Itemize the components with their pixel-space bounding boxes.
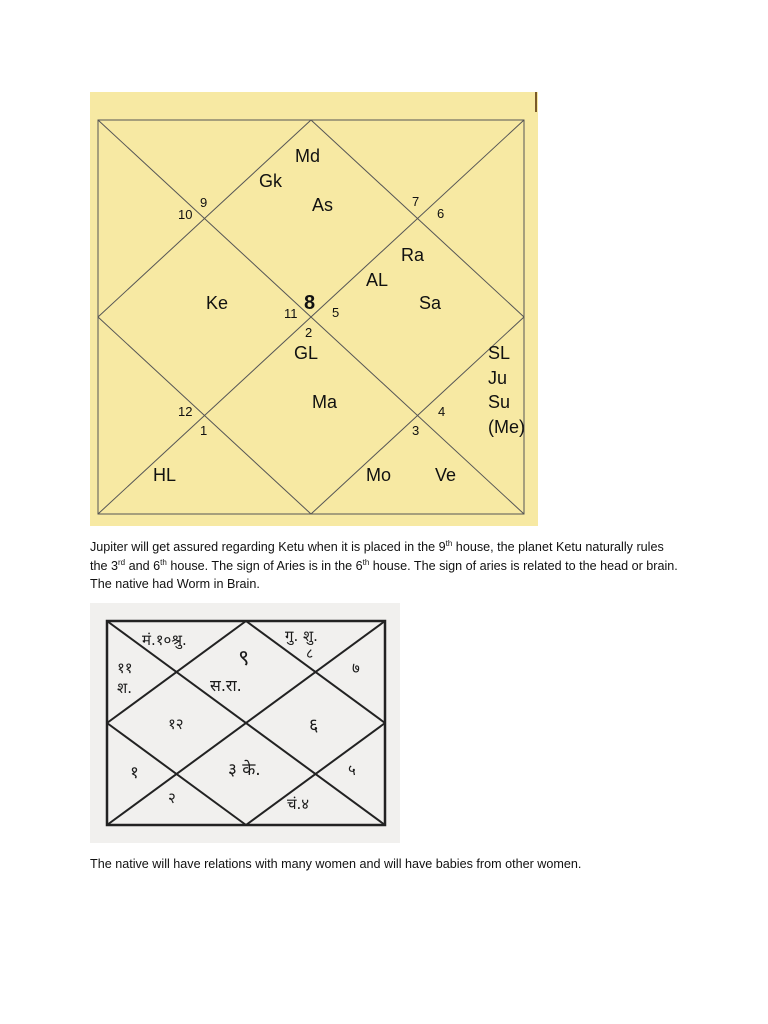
paragraph-1-part-2: house, the planet Ketu naturally rules the 3 [90,540,664,573]
planet-sl: SL [488,343,511,363]
planet-hl: HL [153,465,177,485]
house-number-10: 10 [178,207,193,222]
house-number-5: 5 [332,305,340,320]
house-number-3: 3 [412,423,420,438]
planet-ju: Ju [488,368,508,388]
chart-2-left-upper-b: श. [117,679,132,697]
paragraph-1-part-1: Jupiter will get assured regarding Ketu when it is placed in the 9 [90,540,446,554]
planet-al: AL [366,270,389,290]
planet-as: As [312,195,334,215]
chart-2-lines [90,603,400,843]
planet-gl: GL [294,343,319,363]
chart-2-right-upper: ७ [352,659,360,677]
chart-2-left-upper-a: ११ [117,659,133,677]
planet-ra: Ra [401,245,425,265]
chart-2-left-mid: १२ [168,715,184,733]
planet-su: Su [488,392,511,412]
paragraph-1-part-4: house. The sign of Aries is in the 6 [166,558,363,573]
chart-2-right-mid: ६ [309,715,319,736]
paragraph-jupiter-ketu [90,538,680,594]
chart-2-center-top-number: ९ [238,646,250,671]
chart-2-center-top-text: स.रा. [210,676,242,695]
paragraph-1-part-5: house. The sign of aries is related to the head or brain. The native had Worm in Brain. [90,558,678,591]
superscript-th-1: th [445,539,453,548]
house-number-8: 8 [304,292,316,314]
planet-me: (Me) [488,417,525,437]
chart-2-bottom-right: चं.४ [287,795,310,813]
planet-mo: Mo [366,465,392,485]
chart-2-right-lower: ५ [348,761,356,779]
superscript-th-3: th [362,557,370,567]
horoscope-chart-2-handwritten [90,603,400,843]
house-number-2: 2 [305,325,313,340]
chart-2-top-left-upper: मं.१०श्रु. [142,631,187,649]
paragraph-relations: The native will have relations with many women and will have babies from other women. [90,857,582,871]
superscript-th-2: th [160,557,167,567]
planet-md: Md [295,146,321,166]
planet-gk: Gk [259,171,283,191]
house-number-11: 11 [284,306,298,321]
house-number-9: 9 [200,195,208,210]
horoscope-chart-1 [90,92,538,526]
house-number-7: 7 [412,194,420,209]
chart-2-center-bottom: ३ के. [228,760,261,780]
chart-1-lines [90,92,538,526]
house-number-4: 4 [438,404,446,419]
superscript-rd: rd [118,557,126,567]
planet-ke: Ke [206,293,229,313]
chart-2-top-right-upper: गु. शु. [285,627,318,645]
planet-ve: Ve [435,465,457,485]
planet-ma: Ma [312,392,338,412]
planet-sa: Sa [419,293,442,313]
house-number-6: 6 [437,206,445,221]
chart-2-top-right-lower: ८ [306,646,314,662]
paragraph-1-part-3: and 6 [125,558,161,573]
house-number-1: 1 [200,423,208,438]
house-number-12: 12 [178,404,193,419]
chart-2-bottom-left: २ [168,789,176,807]
chart-2-left-lower: १ [130,763,139,783]
